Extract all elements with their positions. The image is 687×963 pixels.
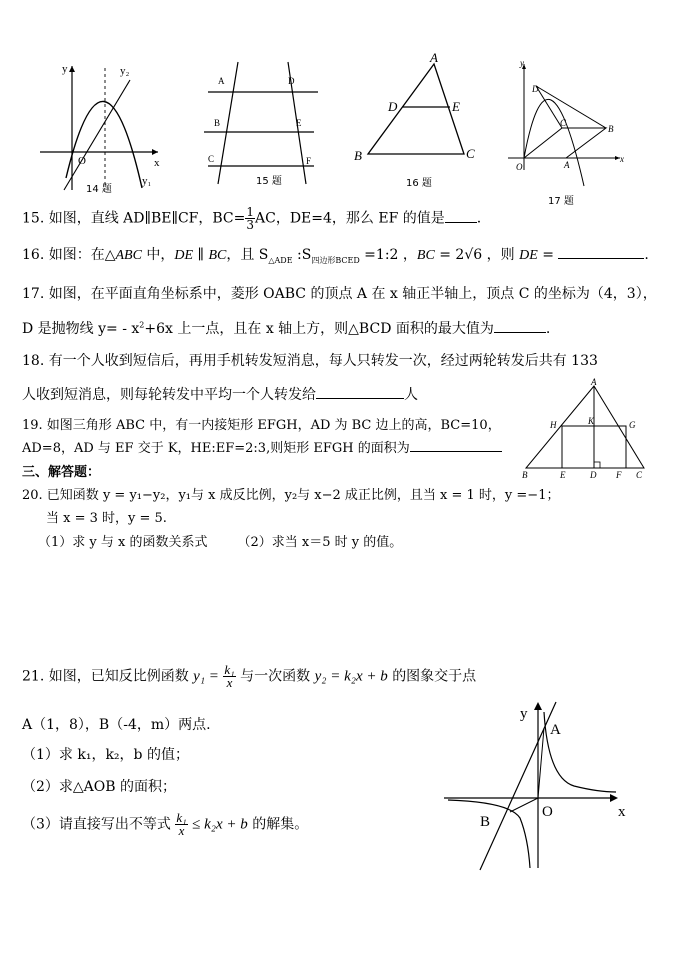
q16-par: ∥ bbox=[193, 247, 209, 263]
q17-line1: 17. 如图，在平面直角坐标系中，菱形 OABC 的顶点 A 在 x 轴正半轴上，顶点 C 的坐标为（4，3）， bbox=[22, 286, 657, 302]
q16-sub2: 四边形BCED bbox=[311, 255, 360, 265]
f19-A: A bbox=[591, 377, 597, 387]
q21-p3a: （3）请直接写出不等式 bbox=[22, 816, 171, 833]
f16-B: B bbox=[354, 148, 362, 163]
q15-den: 3 bbox=[246, 218, 254, 232]
q16-end: . bbox=[644, 247, 649, 263]
question-16 bbox=[22, 244, 649, 266]
q16-eq: = 2√6 ，则 bbox=[434, 247, 520, 263]
figure-19 bbox=[520, 377, 650, 482]
f16-caption: 16 题 bbox=[406, 178, 432, 189]
f17-x: x bbox=[620, 154, 624, 164]
q17-answer-blank[interactable] bbox=[494, 318, 546, 333]
f14-o-label: O bbox=[78, 155, 86, 167]
f21-A: A bbox=[550, 722, 561, 738]
question-17-line2 bbox=[22, 318, 550, 338]
figure-15 bbox=[198, 60, 328, 195]
q16-de: DE bbox=[174, 248, 194, 263]
q16-eq2: = bbox=[537, 247, 559, 263]
f15-D: D bbox=[288, 76, 295, 86]
q21-pre: 21. 如图，已知反比例函数 bbox=[22, 668, 189, 685]
f19-E: E bbox=[560, 470, 566, 480]
figure-17-graph bbox=[506, 58, 636, 208]
question-18-line2 bbox=[22, 384, 418, 404]
q21-p3-ineq: ≤ k₂x + b bbox=[192, 816, 248, 833]
q16-bc2: BC bbox=[416, 248, 435, 263]
q21-line2: A（1，8），B（-4，m）两点. bbox=[22, 717, 211, 733]
f15-B: B bbox=[214, 118, 221, 128]
q21-x: x bbox=[226, 675, 233, 690]
q21-p3-fraction bbox=[175, 812, 187, 837]
q15-pre: 15. 如图，直线 AD∥BE∥CF，BC= bbox=[22, 210, 246, 227]
f17-y: y bbox=[520, 58, 524, 68]
f19-G: G bbox=[629, 420, 636, 430]
f21-y: y bbox=[520, 706, 528, 722]
question-19-line2 bbox=[22, 437, 502, 456]
f17-D: D bbox=[532, 84, 539, 94]
f16-C: C bbox=[466, 146, 475, 161]
q18-l2: 人收到短消息，则每轮转发中平均一个人转发给 bbox=[22, 387, 316, 403]
f14-y-label: y bbox=[62, 63, 68, 75]
figure-15-graph bbox=[198, 60, 328, 195]
figure-21 bbox=[440, 698, 640, 878]
q16-abc: ABC bbox=[115, 248, 142, 263]
q21-p3b: 的解集。 bbox=[252, 816, 309, 833]
q21-y2: y₂ = k₂x + b bbox=[314, 668, 388, 685]
f17-A: A bbox=[564, 160, 570, 170]
q18-answer-blank[interactable] bbox=[316, 384, 404, 399]
figure-14-graph bbox=[38, 60, 168, 200]
q16-sub1: △ADE bbox=[268, 255, 293, 265]
q20-part2: （2）求当 x＝5 时 y 的值。 bbox=[237, 535, 403, 550]
f17-B: B bbox=[608, 124, 614, 134]
f21-x: x bbox=[618, 804, 626, 820]
figure-14 bbox=[38, 60, 168, 200]
f14-caption: 14 题 bbox=[86, 184, 112, 195]
q20-part1: （1）求 y 与 x 的函数关系式 bbox=[38, 535, 208, 550]
q20-line2: 当 x = 3 时，y = 5. bbox=[46, 511, 167, 526]
q21-post: 的图象交于点 bbox=[392, 668, 477, 685]
q21-y1: y₁ = bbox=[193, 668, 219, 685]
f21-B: B bbox=[480, 814, 491, 830]
f19-D: D bbox=[590, 470, 597, 480]
f16-D: D bbox=[388, 99, 398, 114]
q19-l2: AD=8，AD 与 EF 交于 K，HE:EF=2:3,则矩形 EFGH 的面积为 bbox=[22, 441, 410, 456]
q21-p3-x: x bbox=[178, 823, 185, 838]
q17-l2a: D 是抛物线 y= - x bbox=[22, 321, 140, 337]
q15-num: 1 bbox=[246, 205, 254, 219]
f19-K: K bbox=[588, 416, 595, 426]
f14-y1-label: y₁ bbox=[142, 175, 152, 187]
q21-part2: （2）求△AOB 的面积； bbox=[22, 779, 176, 795]
q15-post: AC，DE=4，那么 EF 的值是 bbox=[255, 210, 445, 227]
q16-mid2: ，且 S bbox=[226, 247, 269, 263]
figure-19-graph bbox=[520, 377, 650, 482]
f14-x-label: x bbox=[154, 157, 160, 169]
section-3-title: 三、解答题： bbox=[22, 465, 101, 480]
q20-line1: 20. 已知函数 y = y₁−y₂，y₁与 x 成反比例，y₂与 x−2 成正比例，且当 x = 1 时，y =−1； bbox=[22, 488, 560, 503]
f19-B: B bbox=[522, 470, 528, 480]
f19-F: F bbox=[616, 470, 622, 480]
q15-fraction bbox=[245, 206, 255, 231]
f15-E: E bbox=[296, 118, 302, 128]
q18-end: 人 bbox=[404, 387, 418, 403]
f17-O: O bbox=[516, 162, 523, 172]
q19-answer-blank[interactable] bbox=[410, 437, 502, 452]
q19-line1: 19. 如图三角形 ABC 中，有一内接矩形 EFGH，AD 为 BC 边上的高，BC=10， bbox=[22, 418, 501, 433]
f21-O: O bbox=[542, 804, 553, 820]
f16-A: A bbox=[430, 50, 438, 65]
f16-E: E bbox=[452, 99, 460, 114]
figure-21-graph bbox=[440, 698, 640, 878]
q15-end: . bbox=[476, 210, 482, 227]
figure-17 bbox=[506, 58, 636, 208]
f15-caption: 15 题 bbox=[256, 176, 282, 187]
q16-colon: :S bbox=[292, 247, 312, 263]
f19-C: C bbox=[636, 470, 643, 480]
f17-caption: 17 题 bbox=[548, 196, 574, 207]
q17-end: . bbox=[545, 321, 551, 337]
f17-C: C bbox=[560, 118, 567, 128]
q21-k1: k₁ bbox=[224, 662, 235, 677]
q16-mid1: 中， bbox=[141, 247, 175, 263]
q21-mid: 与一次函数 bbox=[240, 668, 311, 685]
q17-sup: 2 bbox=[139, 320, 145, 330]
q16-de2: DE bbox=[519, 248, 538, 263]
q16-bc: BC bbox=[208, 248, 227, 263]
q18-line1: 18. 有一个人收到短信后，再用手机转发短消息，每人只转发一次，经过两轮转发后共有 133 bbox=[22, 353, 598, 369]
q16-pre: 16. 如图：在△ bbox=[22, 247, 116, 263]
q17-l2b: +6x 上一点，且在 x 轴上方，则△BCD 面积的最大值为 bbox=[144, 321, 494, 337]
q21-fraction bbox=[223, 664, 235, 689]
figure-16-graph bbox=[350, 52, 490, 192]
figure-16 bbox=[350, 52, 490, 192]
q16-answer-blank[interactable] bbox=[558, 244, 644, 259]
f19-H: H bbox=[550, 420, 557, 430]
f15-A: A bbox=[218, 76, 225, 86]
question-21-line1 bbox=[22, 664, 476, 689]
question-15 bbox=[22, 206, 481, 231]
f14-y2-label: y₂ bbox=[120, 65, 130, 77]
question-21-part3 bbox=[22, 812, 308, 837]
q21-part1: （1）求 k₁，k₂，b 的值； bbox=[22, 747, 189, 763]
q15-answer-blank[interactable] bbox=[445, 208, 477, 223]
question-20-line3 bbox=[38, 531, 402, 550]
f15-C: C bbox=[208, 154, 215, 164]
f15-F: F bbox=[306, 156, 312, 166]
q16-ratio: =1:2 ， bbox=[359, 247, 417, 263]
q21-p3-k1: k₁ bbox=[176, 810, 187, 825]
